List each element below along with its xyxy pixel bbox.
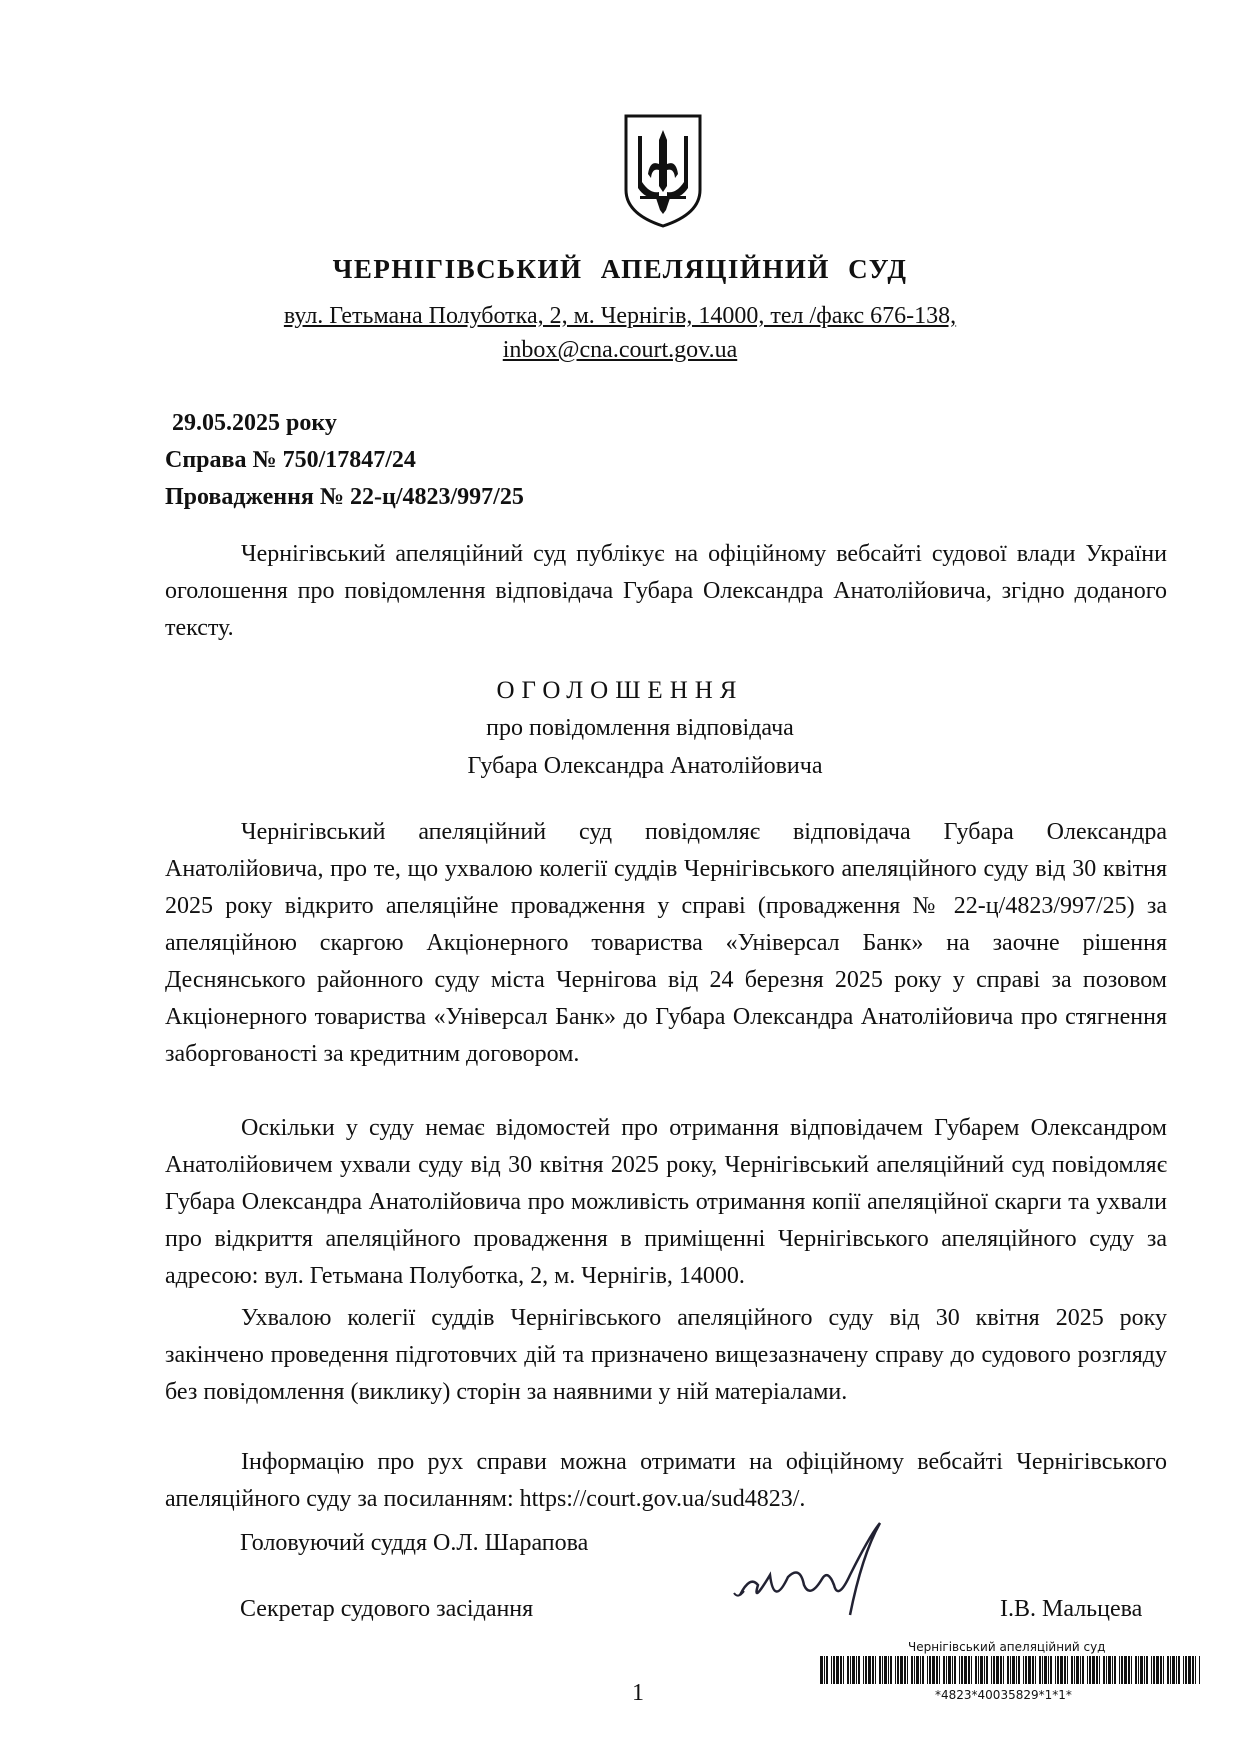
stamp-court-name: Чернігівський апеляційний суд (908, 1640, 1106, 1654)
document-date: 29.05.2025 року (172, 410, 337, 436)
court-name: ЧЕРНІГІВСЬКИЙ АПЕЛЯЦІЙНИЙ СУД (332, 254, 908, 284)
court-email: inbox@cna.court.gov.ua (502, 337, 738, 363)
stamp-barcode-code: *4823*40035829*1*1* (935, 1688, 1072, 1702)
announcement-title: ОГОЛОШЕННЯ (496, 677, 744, 704)
announcement-defendant: Губара Олександра Анатолійовича (467, 753, 823, 779)
case-number: Справа № 750/17847/24 (165, 447, 416, 473)
secretary-title: Секретар судового засідання (240, 1596, 534, 1622)
body-paragraph: Інформацію про рух справи можна отримати на офіційному вебсайті Чернігівського апеляційного суду за посиланням: https://court.gov.ua/sud4823/. (165, 1449, 1167, 1512)
announcement-subtitle: про повідомлення відповідача (486, 715, 794, 741)
handwritten-signature-icon (730, 1515, 910, 1625)
proceeding-number: Провадження № 22-ц/4823/997/25 (165, 484, 524, 510)
page-number: 1 (632, 1680, 644, 1706)
ukraine-trident-emblem-icon (620, 112, 706, 230)
presiding-judge: Головуючий суддя О.Л. Шарапова (240, 1530, 589, 1556)
body-paragraph: Ухвалою колегії суддів Чернігівського апеляційного суду від 30 квітня 2025 року закінчено проведення підготовчих дій та призначено вищезазначену справу до судового розгляду без повідомлення (виклику) сторін за наявними у ній матеріалами. (165, 1305, 1167, 1405)
secretary-name: І.В. Мальцева (1000, 1596, 1143, 1622)
case-meta (165, 405, 524, 516)
body-paragraph: Оскільки у суду немає відомостей про отримання відповідачем Губарем Олександром Анатолійовичем ухвали суду від 30 квітня 2025 року, Чернігівський апеляційний суд повідомляє Губара Олександра Анатолійовича про можливість отримання копії апеляційної скарги та ухвали про відкриття апеляційного провадження в приміщенні Чернігівського апеляційного суду за адресою: вул. Гетьмана Полуботка, 2, м. Чернігів, 14000. (165, 1115, 1167, 1289)
body-paragraph: Чернігівський апеляційний суд повідомляє відповідача Губара Олександра Анатолійовича, про те, що ухвалою колегії суддів Чернігівського апеляційного суду від 30 квітня 2025 року відкрито апеляційне провадження у справі (провадження № 22-ц/4823/997/25) за апеляційною скаргою Акціонерного товариства «Універсал Банк» на заочне рішення Деснянського районного суду міста Чернігова від 24 березня 2025 року у справі за позовом Акціонерного товариства «Універсал Банк» до Губара Олександра Анатолійовича про стягнення заборгованості за кредитним договором. (165, 819, 1167, 1067)
barcode-icon (820, 1656, 1200, 1684)
court-address: вул. Гетьмана Полуботка, 2, м. Чернігів, 14000, тел /факс 676-138, (283, 303, 957, 329)
intro-paragraph: Чернігівський апеляційний суд публікує на офіційному вебсайті судової влади України оголошення про повідомлення відповідача Губара Олександра Анатолійовича, згідно доданого тексту. (165, 541, 1167, 641)
